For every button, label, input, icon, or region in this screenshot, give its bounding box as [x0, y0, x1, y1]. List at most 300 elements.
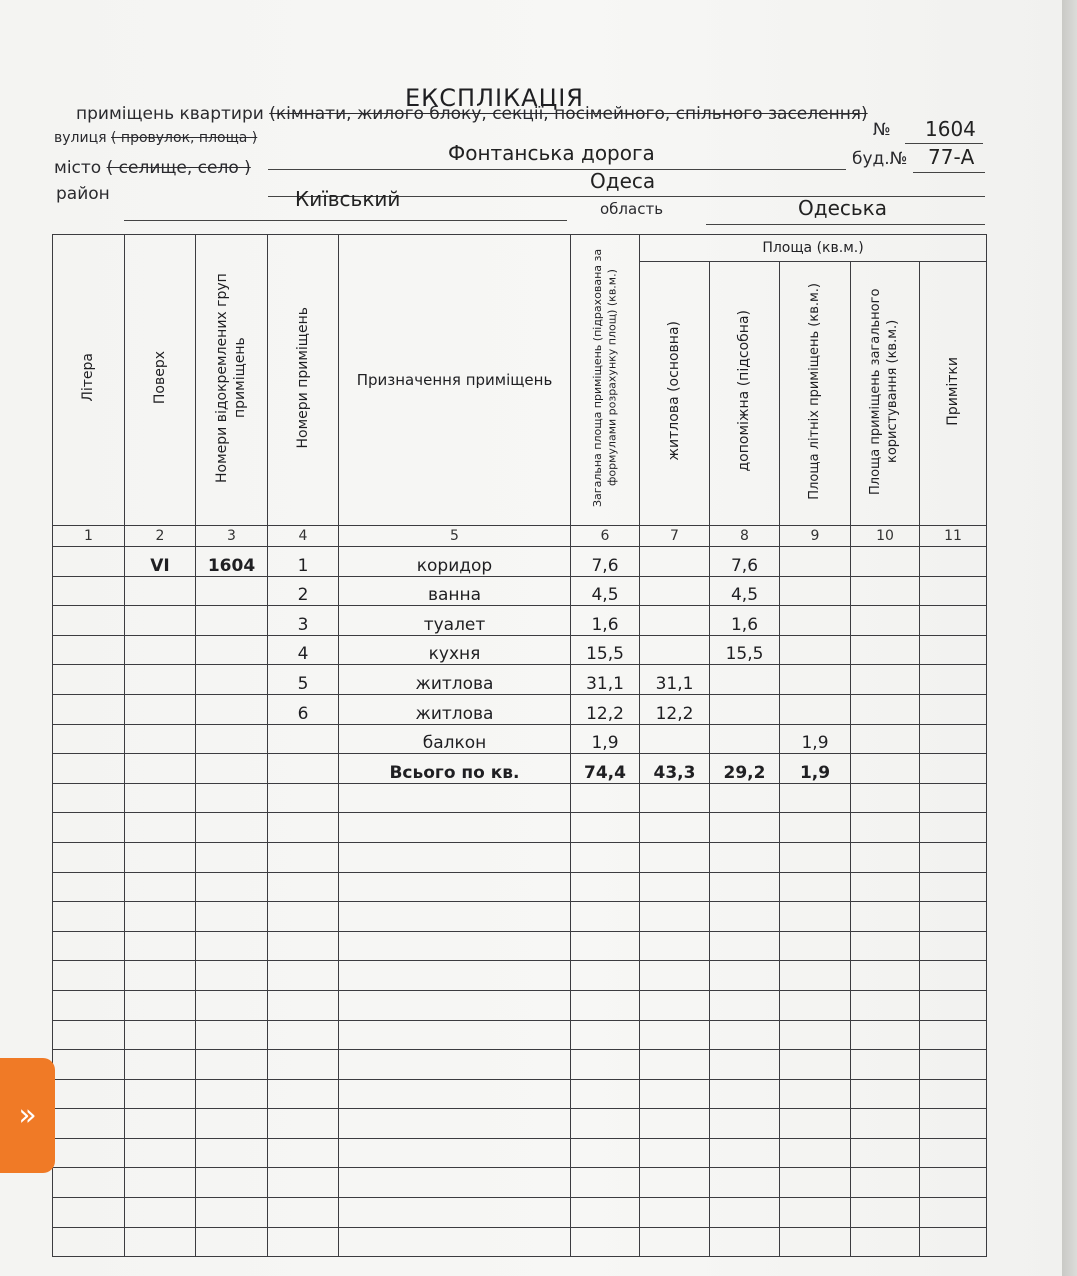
empty-cell: [571, 1168, 640, 1198]
cell-room: 2: [268, 576, 339, 606]
empty-cell: [851, 990, 920, 1020]
empty-cell: [640, 961, 710, 991]
empty-cell: [640, 1227, 710, 1257]
empty-cell: [125, 902, 196, 932]
empty-cell: [196, 1050, 268, 1080]
empty-cell: [125, 1109, 196, 1139]
struck-alternatives: (кімнати, жилого блоку, секції, посімейного, спільного заселення): [269, 104, 868, 124]
empty-cell: [851, 1227, 920, 1257]
header-area-group: Площа (кв.м.): [640, 235, 987, 262]
empty-cell: [920, 1198, 987, 1228]
empty-cell: [640, 1138, 710, 1168]
empty-cell: [710, 1168, 780, 1198]
empty-cell: [125, 872, 196, 902]
column-number-row: 1 2 3 4 5 6 7 8 9 10 11: [53, 526, 987, 547]
cell-room: 1: [268, 547, 339, 577]
empty-row: [53, 1109, 987, 1139]
empty-cell: [268, 902, 339, 932]
cell-room: 5: [268, 665, 339, 695]
empty-cell: [53, 1079, 125, 1109]
header-total: Загальна площа приміщень (підрахована за формулами розрахунку площ) (кв.м.): [571, 235, 640, 526]
empty-cell: [851, 1079, 920, 1109]
cell-litera: [53, 665, 125, 695]
header-aux: допоміжна (підсобна): [710, 262, 780, 526]
cell-purpose: туалет: [339, 606, 571, 636]
apartment-label: приміщень квартири (кімнати, жилого блоку, секції, посімейного, спільного заселення): [76, 104, 868, 124]
empty-cell: [53, 1227, 125, 1257]
empty-cell: [339, 1227, 571, 1257]
empty-cell: [780, 1050, 851, 1080]
empty-cell: [710, 872, 780, 902]
cell-notes: [920, 606, 987, 636]
empty-cell: [268, 931, 339, 961]
empty-cell: [268, 1138, 339, 1168]
empty-cell: [780, 1020, 851, 1050]
region-value: Одеська: [798, 196, 887, 220]
empty-cell: [571, 1079, 640, 1109]
table-row: [53, 665, 987, 695]
cell-purpose: ванна: [339, 576, 571, 606]
empty-cell: [640, 842, 710, 872]
empty-cell: [780, 931, 851, 961]
empty-cell: [851, 813, 920, 843]
cell-total: 4,5: [571, 576, 640, 606]
empty-row: [53, 783, 987, 813]
table-row: [53, 606, 987, 636]
empty-cell: [710, 1050, 780, 1080]
cell-living: 12,2: [640, 694, 710, 724]
empty-cell: [125, 1050, 196, 1080]
empty-cell: [640, 1168, 710, 1198]
empty-cell: [851, 1198, 920, 1228]
empty-cell: [339, 1138, 571, 1168]
cell-purpose: коридор: [339, 547, 571, 577]
cell-group: [196, 606, 268, 636]
empty-cell: [125, 1020, 196, 1050]
number-label: №: [873, 120, 891, 140]
cell-room: 6: [268, 694, 339, 724]
empty-cell: [125, 1227, 196, 1257]
empty-cell: [710, 1020, 780, 1050]
empty-cell: [710, 783, 780, 813]
cell-summer: 1,9: [780, 724, 851, 754]
empty-cell: [53, 1050, 125, 1080]
empty-cell: [640, 990, 710, 1020]
empty-cell: [920, 1020, 987, 1050]
empty-cell: [851, 1168, 920, 1198]
empty-cell: [920, 1109, 987, 1139]
empty-cell: [125, 783, 196, 813]
empty-cell: [53, 842, 125, 872]
empty-cell: [268, 754, 339, 784]
empty-cell: [125, 1168, 196, 1198]
empty-cell: [196, 872, 268, 902]
empty-cell: [339, 1020, 571, 1050]
empty-cell: [571, 1020, 640, 1050]
underlying-page-edge: [1062, 0, 1077, 1276]
empty-cell: [780, 1109, 851, 1139]
cell-total: 15,5: [571, 635, 640, 665]
cell-purpose: житлова: [339, 694, 571, 724]
cell-litera: [53, 694, 125, 724]
cell-room: [268, 724, 339, 754]
empty-cell: [571, 842, 640, 872]
empty-cell: [125, 990, 196, 1020]
empty-cell: [710, 1138, 780, 1168]
empty-cell: [920, 1079, 987, 1109]
header-notes: Примітки: [920, 262, 987, 526]
empty-cell: [53, 754, 125, 784]
empty-cell: [339, 813, 571, 843]
cell-group: [196, 635, 268, 665]
empty-cell: [780, 990, 851, 1020]
cell-aux: 7,6: [710, 547, 780, 577]
cell-room: 3: [268, 606, 339, 636]
cell-aux: [710, 724, 780, 754]
cell-group: 1604: [196, 547, 268, 577]
cell-notes: [920, 547, 987, 577]
empty-cell: [53, 783, 125, 813]
cell-summer: [780, 547, 851, 577]
empty-cell: [196, 931, 268, 961]
empty-cell: [710, 1227, 780, 1257]
cell-total: 12,2: [571, 694, 640, 724]
empty-cell: [920, 783, 987, 813]
city-value: Одеса: [590, 169, 656, 193]
empty-cell: [339, 842, 571, 872]
header-living: житлова (основна): [640, 262, 710, 526]
empty-cell: [780, 1138, 851, 1168]
total-total: 74,4: [571, 754, 640, 784]
empty-cell: [125, 961, 196, 991]
empty-cell: [571, 931, 640, 961]
empty-cell: [53, 1138, 125, 1168]
cell-summer: [780, 635, 851, 665]
empty-cell: [640, 1198, 710, 1228]
empty-cell: [920, 813, 987, 843]
header-summer: Площа літніх приміщень (кв.м.): [780, 262, 851, 526]
empty-row: [53, 961, 987, 991]
empty-cell: [920, 1138, 987, 1168]
cell-common: [851, 694, 920, 724]
empty-cell: [780, 783, 851, 813]
empty-cell: [53, 902, 125, 932]
cell-living: 31,1: [640, 665, 710, 695]
cell-common: [851, 724, 920, 754]
empty-cell: [268, 842, 339, 872]
cell-litera: [53, 576, 125, 606]
empty-cell: [339, 783, 571, 813]
cell-notes: [920, 665, 987, 695]
empty-cell: [53, 931, 125, 961]
cell-summer: [780, 694, 851, 724]
empty-cell: [125, 842, 196, 872]
cell-notes: [920, 724, 987, 754]
empty-cell: [196, 902, 268, 932]
empty-cell: [196, 1227, 268, 1257]
header-common: Площа приміщень загального користування (кв.м.): [851, 262, 920, 526]
empty-cell: [640, 902, 710, 932]
cell-floor: [125, 635, 196, 665]
empty-cell: [196, 961, 268, 991]
empty-cell: [125, 1138, 196, 1168]
header-floor: Поверх: [125, 235, 196, 526]
cell-purpose: балкон: [339, 724, 571, 754]
empty-cell: [125, 1198, 196, 1228]
apartment-number: 1604: [925, 117, 976, 141]
empty-cell: [268, 1079, 339, 1109]
empty-cell: [851, 1050, 920, 1080]
empty-cell: [196, 813, 268, 843]
empty-cell: [920, 1168, 987, 1198]
empty-cell: [268, 961, 339, 991]
cell-aux: 15,5: [710, 635, 780, 665]
empty-cell: [640, 1109, 710, 1139]
empty-cell: [571, 813, 640, 843]
cell-group: [196, 724, 268, 754]
empty-cell: [339, 1198, 571, 1228]
empty-cell: [339, 872, 571, 902]
empty-cell: [710, 990, 780, 1020]
cell-summer: [780, 606, 851, 636]
cell-aux: 1,6: [710, 606, 780, 636]
empty-cell: [196, 1109, 268, 1139]
header-rooms: Номери приміщень: [268, 235, 339, 526]
empty-cell: [268, 1227, 339, 1257]
empty-cell: [571, 1227, 640, 1257]
empty-cell: [780, 872, 851, 902]
empty-cell: [640, 783, 710, 813]
empty-row: [53, 1198, 987, 1228]
cell-living: [640, 576, 710, 606]
cell-living: [640, 547, 710, 577]
cell-total: 31,1: [571, 665, 640, 695]
empty-cell: [571, 990, 640, 1020]
cell-total: 1,6: [571, 606, 640, 636]
expand-sidebar-button[interactable]: [0, 1058, 55, 1173]
empty-cell: [780, 842, 851, 872]
empty-cell: [710, 961, 780, 991]
empty-cell: [851, 931, 920, 961]
cell-purpose: кухня: [339, 635, 571, 665]
empty-cell: [851, 872, 920, 902]
empty-cell: [710, 1079, 780, 1109]
table-row: [53, 635, 987, 665]
empty-cell: [53, 872, 125, 902]
cell-total: 1,9: [571, 724, 640, 754]
cell-common: [851, 547, 920, 577]
empty-cell: [851, 754, 920, 784]
empty-cell: [125, 754, 196, 784]
empty-row: [53, 1227, 987, 1257]
cell-common: [851, 576, 920, 606]
empty-cell: [920, 990, 987, 1020]
empty-row: [53, 1168, 987, 1198]
empty-cell: [53, 1109, 125, 1139]
empty-cell: [920, 842, 987, 872]
cell-living: [640, 635, 710, 665]
empty-cell: [125, 813, 196, 843]
empty-cell: [339, 1050, 571, 1080]
empty-cell: [196, 1198, 268, 1228]
empty-cell: [920, 1227, 987, 1257]
empty-cell: [851, 783, 920, 813]
empty-cell: [710, 1109, 780, 1139]
cell-floor: VI: [125, 547, 196, 577]
empty-cell: [571, 1109, 640, 1139]
empty-cell: [53, 1020, 125, 1050]
total-purpose: Всього по кв.: [339, 754, 571, 784]
empty-cell: [640, 1020, 710, 1050]
empty-cell: [571, 783, 640, 813]
cell-aux: [710, 694, 780, 724]
cell-common: [851, 665, 920, 695]
empty-cell: [53, 813, 125, 843]
empty-cell: [640, 1050, 710, 1080]
city-label: місто ( селище, село ): [54, 158, 251, 178]
table-row: [53, 724, 987, 754]
cell-summer: [780, 576, 851, 606]
empty-cell: [196, 990, 268, 1020]
table-row: [53, 694, 987, 724]
empty-row: [53, 1079, 987, 1109]
empty-cell: [780, 813, 851, 843]
cell-total: 7,6: [571, 547, 640, 577]
empty-cell: [196, 754, 268, 784]
empty-cell: [53, 1198, 125, 1228]
empty-cell: [710, 842, 780, 872]
empty-cell: [339, 1168, 571, 1198]
empty-cell: [780, 1227, 851, 1257]
empty-cell: [196, 1168, 268, 1198]
empty-cell: [125, 931, 196, 961]
cell-group: [196, 665, 268, 695]
empty-row: [53, 1050, 987, 1080]
empty-cell: [920, 961, 987, 991]
empty-cell: [339, 902, 571, 932]
empty-row: [53, 1020, 987, 1050]
cell-summer: [780, 665, 851, 695]
empty-cell: [780, 1168, 851, 1198]
empty-cell: [268, 1198, 339, 1228]
cell-living: [640, 724, 710, 754]
empty-cell: [196, 1020, 268, 1050]
empty-row: [53, 1138, 987, 1168]
cell-floor: [125, 665, 196, 695]
building-number: 77-А: [928, 145, 975, 169]
cell-floor: [125, 576, 196, 606]
cell-common: [851, 606, 920, 636]
total-living: 43,3: [640, 754, 710, 784]
empty-row: [53, 813, 987, 843]
empty-cell: [640, 931, 710, 961]
cell-group: [196, 694, 268, 724]
header-litera: Літера: [53, 235, 125, 526]
empty-cell: [196, 783, 268, 813]
empty-cell: [339, 931, 571, 961]
empty-cell: [196, 1138, 268, 1168]
street-label: вулиця ( провулок, площа ): [54, 130, 258, 146]
empty-cell: [710, 813, 780, 843]
empty-cell: [196, 1079, 268, 1109]
empty-cell: [640, 872, 710, 902]
empty-row: [53, 902, 987, 932]
cell-floor: [125, 694, 196, 724]
cell-notes: [920, 694, 987, 724]
empty-cell: [571, 961, 640, 991]
empty-cell: [571, 1138, 640, 1168]
total-row: [53, 754, 987, 784]
cell-litera: [53, 635, 125, 665]
cell-litera: [53, 606, 125, 636]
header-purpose: Призначення приміщень: [339, 235, 571, 526]
total-summer: 1,9: [780, 754, 851, 784]
cell-litera: [53, 547, 125, 577]
explication-table: [52, 234, 987, 1257]
empty-cell: [780, 1079, 851, 1109]
empty-cell: [851, 902, 920, 932]
street-value: Фонтанська дорога: [448, 141, 655, 165]
empty-cell: [268, 990, 339, 1020]
cell-common: [851, 635, 920, 665]
empty-cell: [268, 783, 339, 813]
empty-cell: [53, 1168, 125, 1198]
empty-cell: [780, 1198, 851, 1228]
cell-living: [640, 606, 710, 636]
empty-cell: [339, 990, 571, 1020]
empty-cell: [780, 902, 851, 932]
empty-cell: [339, 1079, 571, 1109]
empty-cell: [851, 842, 920, 872]
empty-cell: [125, 1079, 196, 1109]
empty-cell: [339, 961, 571, 991]
empty-cell: [710, 1198, 780, 1228]
empty-cell: [851, 1109, 920, 1139]
empty-cell: [920, 872, 987, 902]
empty-cell: [920, 754, 987, 784]
empty-cell: [268, 1168, 339, 1198]
empty-cell: [53, 961, 125, 991]
empty-cell: [268, 1020, 339, 1050]
empty-cell: [268, 872, 339, 902]
cell-room: 4: [268, 635, 339, 665]
district-value: Київський: [295, 187, 401, 211]
empty-cell: [53, 990, 125, 1020]
empty-cell: [920, 931, 987, 961]
empty-cell: [571, 1198, 640, 1228]
empty-cell: [571, 902, 640, 932]
empty-cell: [571, 872, 640, 902]
cell-floor: [125, 606, 196, 636]
table-row: [53, 576, 987, 606]
cell-aux: 4,5: [710, 576, 780, 606]
district-label: район: [56, 184, 110, 204]
cell-group: [196, 576, 268, 606]
empty-cell: [268, 813, 339, 843]
table-row: [53, 547, 987, 577]
empty-cell: [920, 902, 987, 932]
empty-cell: [710, 902, 780, 932]
empty-row: [53, 990, 987, 1020]
total-aux: 29,2: [710, 754, 780, 784]
region-label: область: [600, 200, 664, 218]
cell-notes: [920, 635, 987, 665]
cell-notes: [920, 576, 987, 606]
document-title: ЕКСПЛІКАЦІЯ: [405, 84, 584, 112]
empty-cell: [268, 1050, 339, 1080]
cell-floor: [125, 724, 196, 754]
empty-cell: [780, 961, 851, 991]
